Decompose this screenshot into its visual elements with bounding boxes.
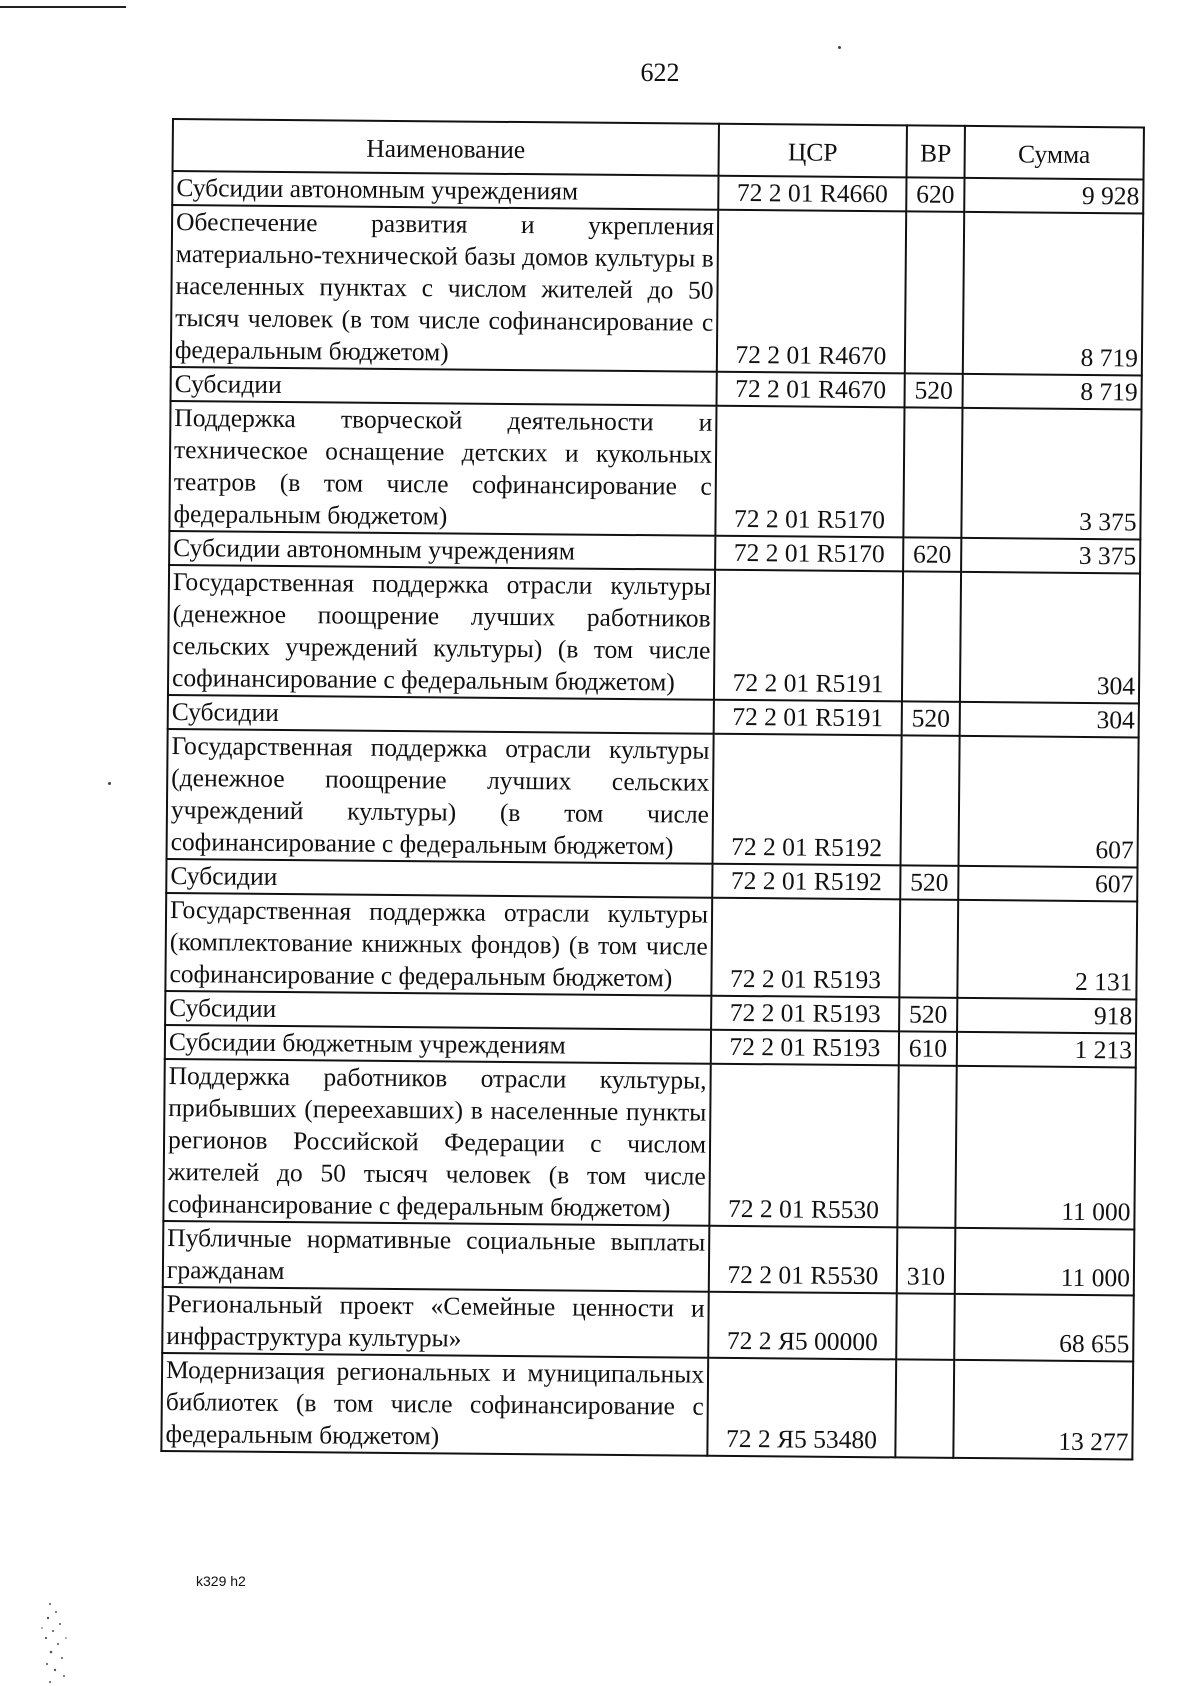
- header-name: Наименование: [173, 119, 719, 176]
- margin-dot: [838, 46, 841, 49]
- row-name-cell: Публичные нормативные социальные выплаты гражданам: [163, 1221, 710, 1292]
- row-name-cell: Субсидии: [168, 695, 714, 734]
- table-row: [163, 1221, 1135, 1295]
- scan-noise: [20, 1598, 80, 1686]
- row-csr-cell: 72 2 Я5 00000: [708, 1292, 897, 1360]
- header-vr: ВР: [907, 125, 965, 178]
- row-vr-cell: 520: [899, 997, 957, 1032]
- row-name-cell: Поддержка работников отрасли культуры, прибывших (переехавших) в населенные пункты регионов Российской Федерации с числом жителей до 50 тысяч человек (в том числе софинансирование с федеральным бюджетом): [163, 1059, 710, 1226]
- row-sum-cell: 1 213: [957, 1032, 1136, 1068]
- row-csr-cell: 72 2 Я5 53480: [707, 1358, 896, 1458]
- row-vr-cell: [901, 735, 960, 866]
- row-name-cell: Субсидии автономным учреждениям: [169, 531, 715, 570]
- row-csr-cell: 72 2 01 R5530: [709, 1226, 898, 1294]
- row-csr-cell: 72 2 01 R5530: [709, 1064, 898, 1228]
- row-csr-cell: 72 2 01 R4660: [718, 176, 906, 212]
- row-name-cell: Государственная поддержка отрасли культуры (денежное поощрение лучших работников сельских учреждений культуры) (в том числе софинансирование с федеральным бюджетом): [168, 565, 715, 700]
- row-name-cell: Государственная поддержка отрасли культуры (комплектование книжных фондов) (в том числе софинансирование с федеральным бюджетом): [165, 893, 712, 996]
- table-header-row: [173, 119, 1144, 179]
- table-row: [162, 1287, 1134, 1361]
- row-sum-cell: 11 000: [955, 1228, 1135, 1296]
- row-csr-cell: 72 2 01 R5170: [715, 536, 903, 572]
- row-vr-cell: 520: [902, 701, 960, 736]
- row-csr-cell: 72 2 01 R5192: [713, 734, 902, 866]
- table-row: [167, 729, 1139, 867]
- row-vr-cell: 610: [899, 1031, 957, 1066]
- row-vr-cell: [896, 1293, 955, 1360]
- row-vr-cell: [905, 211, 964, 373]
- table-row: [165, 893, 1137, 999]
- table-row: [161, 1353, 1133, 1459]
- row-sum-cell: 2 131: [957, 900, 1137, 1000]
- table-body: [161, 171, 1143, 1459]
- row-csr-cell: 72 2 01 R5192: [712, 864, 900, 900]
- row-name-cell: Субсидии: [171, 367, 717, 406]
- row-sum-cell: 8 719: [963, 374, 1142, 410]
- row-sum-cell: 68 655: [954, 1294, 1134, 1362]
- table-row: [168, 565, 1140, 703]
- row-sum-cell: 3 375: [961, 538, 1140, 574]
- row-sum-cell: 304: [960, 702, 1139, 738]
- row-sum-cell: 304: [960, 572, 1140, 704]
- row-vr-cell: [903, 407, 962, 538]
- budget-table: [160, 118, 1145, 1460]
- table-row: [171, 205, 1143, 375]
- row-sum-cell: 11 000: [955, 1066, 1135, 1230]
- row-csr-cell: 72 2 01 R5193: [711, 1030, 899, 1066]
- row-sum-cell: 13 277: [953, 1360, 1133, 1460]
- header-sum: Сумма: [965, 126, 1144, 180]
- row-name-cell: Государственная поддержка отрасли культуры (денежное поощрение лучших сельских учреждений культуры) (в том числе софинансирование с федеральным бюджетом): [167, 729, 714, 864]
- row-name-cell: Субсидии бюджетным учреждениям: [165, 1025, 711, 1064]
- row-name-cell: Субсидии: [166, 859, 712, 898]
- footer-code: k329 h2: [196, 1573, 246, 1589]
- row-name-cell: Субсидии: [165, 991, 711, 1030]
- row-sum-cell: 8 719: [963, 212, 1143, 376]
- row-vr-cell: [895, 1359, 954, 1458]
- table-row: [163, 1059, 1135, 1229]
- row-csr-cell: 72 2 01 R5191: [714, 570, 903, 702]
- row-csr-cell: 72 2 01 R4670: [717, 372, 905, 408]
- row-name-cell: Поддержка творческой деятельности и техническое оснащение детских и кукольных театров (в том числе софинансирование с федеральным бюджетом): [169, 401, 716, 536]
- row-vr-cell: 620: [906, 177, 964, 212]
- row-sum-cell: 3 375: [961, 408, 1141, 540]
- row-vr-cell: 310: [897, 1227, 956, 1294]
- row-vr-cell: 520: [905, 373, 963, 408]
- row-vr-cell: [902, 571, 961, 702]
- row-sum-cell: 918: [957, 998, 1136, 1034]
- row-vr-cell: 520: [900, 865, 958, 900]
- row-name-cell: Субсидии автономным учреждениям: [172, 171, 718, 210]
- header-csr: ЦСР: [719, 124, 907, 178]
- row-vr-cell: [897, 1065, 956, 1228]
- row-vr-cell: [899, 899, 958, 998]
- margin-dot: [108, 782, 111, 785]
- row-sum-cell: 607: [959, 736, 1139, 868]
- row-sum-cell: 9 928: [964, 178, 1143, 214]
- row-csr-cell: 72 2 01 R4670: [717, 210, 906, 374]
- row-sum-cell: 607: [958, 866, 1137, 902]
- row-csr-cell: 72 2 01 R5191: [714, 700, 902, 736]
- row-csr-cell: 72 2 01 R5170: [715, 406, 904, 538]
- row-name-cell: Обеспечение развития и укрепления материально-технической базы домов культуры в населенных пунктах с числом жителей до 50 тысяч человек (в том числе софинансирование с федеральным бюджетом): [171, 205, 718, 372]
- page-number: 622: [640, 58, 680, 87]
- scan-corner-mark: [0, 6, 126, 8]
- row-vr-cell: 620: [903, 537, 961, 572]
- row-csr-cell: 72 2 01 R5193: [711, 996, 899, 1032]
- row-name-cell: Региональный проект «Семейные ценности и инфраструктура культуры»: [162, 1287, 709, 1358]
- row-name-cell: Модернизация региональных и муниципальных библиотек (в том числе софинансирование с федеральным бюджетом): [161, 1353, 708, 1456]
- row-csr-cell: 72 2 01 R5193: [711, 898, 900, 998]
- table-row: [169, 401, 1141, 539]
